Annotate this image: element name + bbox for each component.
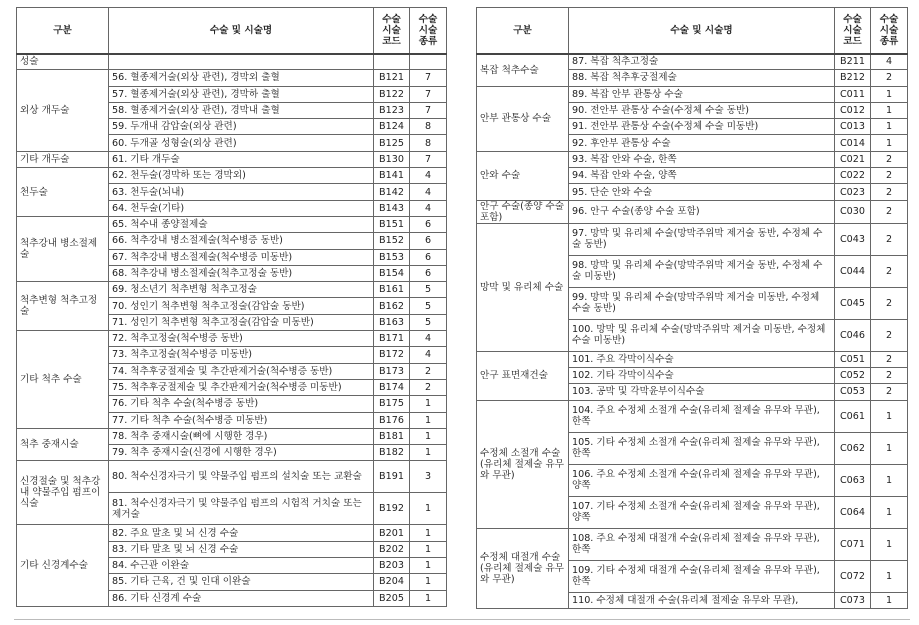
group-label: 안구 수술(종양 수술 포함)	[477, 200, 569, 223]
procedure-kinds: 1	[871, 400, 908, 432]
group-label: 척추강내 병소절제술	[17, 216, 109, 281]
right-name-header: 수술 및 시술명	[569, 8, 835, 54]
procedure-code: C013	[835, 119, 871, 135]
procedure-kinds: 6	[410, 233, 447, 249]
procedure-code: C062	[835, 432, 871, 464]
procedure-code: B123	[374, 102, 410, 118]
procedure-name: 91. 전안부 관통상 수술(수정체 수술 미동반)	[569, 119, 835, 135]
group-label: 기타 신경계수술	[17, 525, 109, 606]
procedure-name: 68. 척추강내 병소절제술(척추고정술 동반)	[109, 265, 374, 281]
empty-cell	[374, 54, 410, 70]
procedure-name: 71. 성인기 척추변형 척추고정술(감압술 미동반)	[109, 314, 374, 330]
procedure-name: 56. 혈종제거술(외상 관련), 경막외 출혈	[109, 70, 374, 86]
procedure-name: 65. 척수내 종양절제술	[109, 216, 374, 232]
procedure-code: B182	[374, 445, 410, 461]
procedure-code: B176	[374, 412, 410, 428]
left-code-header: 수술 시술 코드	[374, 8, 410, 54]
procedure-name: 86. 기타 신경계 수술	[109, 590, 374, 606]
procedure-code: B161	[374, 282, 410, 298]
procedure-name: 100. 망막 및 유리체 수술(망막주위막 제거술 미동반, 수정체 수술 미동반)	[569, 319, 835, 351]
procedure-code: C014	[835, 135, 871, 151]
procedure-name: 108. 주요 수정체 대절개 수술(유리체 절제술 유무와 무관), 한쪽	[569, 528, 835, 560]
procedure-name: 95. 단순 안와 수술	[569, 184, 835, 200]
procedure-kinds: 5	[410, 298, 447, 314]
procedure-name: 63. 천두술(뇌내)	[109, 184, 374, 200]
procedure-name: 107. 기타 수정체 소절개 수술(유리체 절제술 유무와 무관), 양쪽	[569, 496, 835, 528]
procedure-code: B151	[374, 216, 410, 232]
procedure-kinds: 1	[410, 445, 447, 461]
procedure-kinds: 1	[410, 590, 447, 606]
procedure-code: B143	[374, 200, 410, 216]
procedure-code: B211	[835, 54, 871, 70]
procedure-kinds: 1	[871, 560, 908, 592]
procedure-code: B141	[374, 168, 410, 184]
procedure-name: 110. 수정체 대절개 수술(유리체 절제술 유무와 무관),	[569, 592, 835, 608]
procedure-kinds: 2	[871, 200, 908, 223]
procedure-code: C071	[835, 528, 871, 560]
procedure-name: 70. 성인기 척추변형 척추고정술(감압술 동반)	[109, 298, 374, 314]
procedure-code: B124	[374, 119, 410, 135]
procedure-kinds: 8	[410, 119, 447, 135]
table-row	[17, 461, 447, 493]
left-table-header	[17, 8, 447, 54]
table-row	[17, 282, 447, 298]
group-label: 기타 척추 수술	[17, 331, 109, 429]
procedure-kinds: 1	[871, 102, 908, 118]
group-label: 신경절술 및 척추강내 약물주입 펌프이식술	[17, 461, 109, 525]
procedure-code: C063	[835, 464, 871, 496]
procedure-kinds: 1	[410, 428, 447, 444]
group-label: 망막 및 유리체 수술	[477, 223, 569, 351]
procedure-kinds: 5	[410, 314, 447, 330]
table-row	[17, 525, 447, 541]
procedure-kinds: 2	[871, 184, 908, 200]
procedure-kinds: 2	[871, 384, 908, 400]
procedure-code: B202	[374, 541, 410, 557]
procedure-code: C046	[835, 319, 871, 351]
table-row	[477, 400, 908, 432]
procedure-name: 102. 기타 각막이식수술	[569, 368, 835, 384]
procedure-code: B125	[374, 135, 410, 151]
procedure-kinds: 1	[871, 432, 908, 464]
procedure-code: B171	[374, 331, 410, 347]
right-table-header	[477, 8, 908, 54]
procedure-kinds: 4	[410, 168, 447, 184]
procedure-kinds: 7	[410, 86, 447, 102]
procedure-kinds: 1	[410, 396, 447, 412]
procedure-kinds: 2	[871, 151, 908, 167]
procedure-kinds: 6	[410, 265, 447, 281]
procedure-name: 82. 주요 말초 및 뇌 신경 수술	[109, 525, 374, 541]
procedure-kinds: 3	[410, 461, 447, 493]
procedure-kinds: 1	[871, 464, 908, 496]
procedure-name: 61. 기타 개두술	[109, 151, 374, 167]
procedure-code: B153	[374, 249, 410, 265]
procedure-name: 90. 전안부 관통상 수술(수정체 수술 동반)	[569, 102, 835, 118]
procedure-code: C030	[835, 200, 871, 223]
left-kinds-header: 수술 시술 종류	[410, 8, 447, 54]
procedure-kinds: 2	[871, 168, 908, 184]
table-row	[477, 351, 908, 367]
procedure-code: C072	[835, 560, 871, 592]
procedure-code: B201	[374, 525, 410, 541]
procedure-code: B212	[835, 70, 871, 86]
procedure-name: 98. 망막 및 유리체 수술(망막주위막 제거술 동반, 수정체 수술 미동반)	[569, 255, 835, 287]
procedure-kinds: 1	[871, 119, 908, 135]
procedure-kinds: 1	[410, 525, 447, 541]
right-code-header: 수술 시술 코드	[835, 8, 871, 54]
procedure-kinds: 2	[871, 70, 908, 86]
procedure-kinds: 1	[410, 412, 447, 428]
table-row	[17, 216, 447, 232]
procedure-kinds: 1	[871, 592, 908, 608]
procedure-code: B192	[374, 493, 410, 525]
table-row	[477, 86, 908, 102]
procedure-name: 96. 안구 수술(종양 수술 포함)	[569, 200, 835, 223]
procedure-name: 67. 척추강내 병소절제술(척수병증 미동반)	[109, 249, 374, 265]
procedure-kinds: 2	[871, 287, 908, 319]
procedure-code: B205	[374, 590, 410, 606]
right-table-body	[477, 54, 908, 609]
right-procedure-table	[476, 7, 908, 609]
procedure-name: 109. 기타 수정체 대절개 수술(유리체 절제술 유무와 무관), 한쪽	[569, 560, 835, 592]
procedure-name: 58. 혈종제거술(외상 관련), 경막내 출혈	[109, 102, 374, 118]
left-group-header: 구분	[17, 8, 109, 54]
table-row	[17, 331, 447, 347]
procedure-name: 74. 척추후궁절제술 및 추간판제거술(척수병증 동반)	[109, 363, 374, 379]
procedure-kinds: 1	[871, 496, 908, 528]
procedure-code: B175	[374, 396, 410, 412]
procedure-name: 76. 기타 척추 수술(척수병증 동반)	[109, 396, 374, 412]
procedure-name: 84. 수근관 이완술	[109, 558, 374, 574]
procedure-kinds: 1	[410, 541, 447, 557]
procedure-kinds: 4	[871, 54, 908, 70]
procedure-code: B204	[374, 574, 410, 590]
procedure-name: 57. 혈종제거술(외상 관련), 경막하 출혈	[109, 86, 374, 102]
empty-cell	[410, 54, 447, 70]
procedure-kinds: 2	[871, 223, 908, 255]
procedure-name: 81. 척수신경자극기 및 약물주입 펌프의 시험적 거치술 또는 제거술	[109, 493, 374, 525]
procedure-name: 101. 주요 각막이식수술	[569, 351, 835, 367]
procedure-code: B121	[374, 70, 410, 86]
procedure-name: 59. 두개내 감압술(외상 관련)	[109, 119, 374, 135]
group-label: 수정체 소절개 수술 (유리체 절제술 유무와 무관)	[477, 400, 569, 528]
procedure-code: B203	[374, 558, 410, 574]
procedure-code: B130	[374, 151, 410, 167]
procedure-name: 79. 척추 중재시술(신경에 시행한 경우)	[109, 445, 374, 461]
procedure-name: 97. 망막 및 유리체 수술(망막주위막 제거술 동반, 수정체 수술 동반)	[569, 223, 835, 255]
group-label: 척추변형 척추고정술	[17, 282, 109, 331]
procedure-name: 88. 복잡 척추후궁절제술	[569, 70, 835, 86]
procedure-code: C044	[835, 255, 871, 287]
procedure-kinds: 7	[410, 70, 447, 86]
section-title: 성술	[17, 54, 109, 70]
procedure-name: 80. 척수신경자극기 및 약물주입 펌프의 설치술 또는 교환술	[109, 461, 374, 493]
procedure-name: 105. 기타 수정체 소절개 수술(유리체 절제술 유무와 무관), 한쪽	[569, 432, 835, 464]
procedure-code: C043	[835, 223, 871, 255]
group-label: 수정체 대절개 수술 (유리체 절제술 유무와 무관)	[477, 528, 569, 608]
left-table-body	[17, 54, 447, 607]
table-row	[477, 200, 908, 223]
procedure-name: 73. 척추고정술(척수병증 미동반)	[109, 347, 374, 363]
procedure-kinds: 1	[410, 574, 447, 590]
procedure-code: C053	[835, 384, 871, 400]
procedure-name: 106. 주요 수정체 소절개 수술(유리체 절제술 유무와 무관), 양쪽	[569, 464, 835, 496]
procedure-code: C064	[835, 496, 871, 528]
procedure-kinds: 2	[871, 351, 908, 367]
right-kinds-header: 수술 시술 종류	[871, 8, 908, 54]
left-name-header: 수술 및 시술명	[109, 8, 374, 54]
procedure-kinds: 6	[410, 249, 447, 265]
right-group-header: 구분	[477, 8, 569, 54]
procedure-name: 99. 망막 및 유리체 수술(망막주위막 제거술 미동반, 수정체 수술 동반)	[569, 287, 835, 319]
group-label: 안구 표면재건술	[477, 351, 569, 400]
procedure-name: 87. 복잡 척추고정술	[569, 54, 835, 70]
procedure-kinds: 2	[871, 319, 908, 351]
table-row	[477, 223, 908, 255]
procedure-name: 60. 두개골 성형술(외상 관련)	[109, 135, 374, 151]
procedure-code: B152	[374, 233, 410, 249]
procedure-name: 69. 청소년기 척추변형 척추고정술	[109, 282, 374, 298]
procedure-name: 89. 복잡 안부 관통상 수술	[569, 86, 835, 102]
procedure-kinds: 6	[410, 216, 447, 232]
procedure-kinds: 7	[410, 151, 447, 167]
empty-cell	[109, 54, 374, 70]
procedure-kinds: 1	[871, 135, 908, 151]
table-row	[477, 151, 908, 167]
table-row	[17, 70, 447, 86]
table-row	[477, 54, 908, 70]
procedure-code: B162	[374, 298, 410, 314]
procedure-kinds: 1	[410, 493, 447, 525]
procedure-kinds: 2	[871, 368, 908, 384]
group-label: 척추 중재시술	[17, 428, 109, 461]
table-row	[17, 168, 447, 184]
procedure-kinds: 4	[410, 331, 447, 347]
procedure-code: C073	[835, 592, 871, 608]
group-label: 천두술	[17, 168, 109, 217]
procedure-name: 104. 주요 수정체 소절개 수술(유리체 절제술 유무와 무관), 한쪽	[569, 400, 835, 432]
procedure-name: 93. 복잡 안와 수술, 한쪽	[569, 151, 835, 167]
procedure-name: 64. 천두술(기타)	[109, 200, 374, 216]
table-row	[477, 528, 908, 560]
procedure-kinds: 5	[410, 282, 447, 298]
procedure-kinds: 2	[410, 379, 447, 395]
procedure-code: B181	[374, 428, 410, 444]
procedure-code: B174	[374, 379, 410, 395]
procedure-name: 75. 척추후궁절제술 및 추간판제거술(척수병증 미동반)	[109, 379, 374, 395]
group-label: 안와 수술	[477, 151, 569, 200]
procedure-code: C061	[835, 400, 871, 432]
procedure-code: B173	[374, 363, 410, 379]
procedure-name: 62. 천두술(경막하 또는 경막외)	[109, 168, 374, 184]
procedure-name: 77. 기타 척추 수술(척수병증 미동반)	[109, 412, 374, 428]
table-row	[17, 428, 447, 444]
procedure-kinds: 2	[871, 255, 908, 287]
procedure-code: B163	[374, 314, 410, 330]
section-row	[17, 54, 447, 70]
procedure-name: 83. 기타 말초 및 뇌 신경 수술	[109, 541, 374, 557]
procedure-code: B191	[374, 461, 410, 493]
procedure-code: C023	[835, 184, 871, 200]
procedure-name: 72. 척추고정술(척수병증 동반)	[109, 331, 374, 347]
group-label: 복잡 척추수술	[477, 54, 569, 87]
procedure-kinds: 7	[410, 102, 447, 118]
procedure-code: C051	[835, 351, 871, 367]
procedure-code: C012	[835, 102, 871, 118]
procedure-name: 85. 기타 근육, 건 및 인대 이완술	[109, 574, 374, 590]
procedure-code: C022	[835, 168, 871, 184]
procedure-name: 103. 공막 및 각막윤부이식수술	[569, 384, 835, 400]
procedure-kinds: 8	[410, 135, 447, 151]
procedure-code: C021	[835, 151, 871, 167]
procedure-code: B154	[374, 265, 410, 281]
procedure-code: C052	[835, 368, 871, 384]
group-label: 외상 개두술	[17, 70, 109, 151]
procedure-kinds: 1	[871, 528, 908, 560]
procedure-code: C045	[835, 287, 871, 319]
group-label: 안부 관통상 수술	[477, 86, 569, 151]
procedure-name: 92. 후안부 관통상 수술	[569, 135, 835, 151]
procedure-kinds: 4	[410, 200, 447, 216]
group-label: 기타 개두술	[17, 151, 109, 167]
procedure-kinds: 1	[410, 558, 447, 574]
left-procedure-table	[16, 7, 447, 607]
procedure-kinds: 4	[410, 184, 447, 200]
procedure-code: B172	[374, 347, 410, 363]
procedure-name: 78. 척추 중재시술(뼈에 시행한 경우)	[109, 428, 374, 444]
bottom-rule	[14, 619, 910, 620]
procedure-code: B142	[374, 184, 410, 200]
procedure-name: 94. 복잡 안와 수술, 양쪽	[569, 168, 835, 184]
procedure-kinds: 1	[871, 86, 908, 102]
table-row	[17, 151, 447, 167]
procedure-code: B122	[374, 86, 410, 102]
procedure-name: 66. 척추강내 병소절제술(척수병증 동반)	[109, 233, 374, 249]
procedure-code: C011	[835, 86, 871, 102]
procedure-kinds: 4	[410, 347, 447, 363]
procedure-kinds: 2	[410, 363, 447, 379]
